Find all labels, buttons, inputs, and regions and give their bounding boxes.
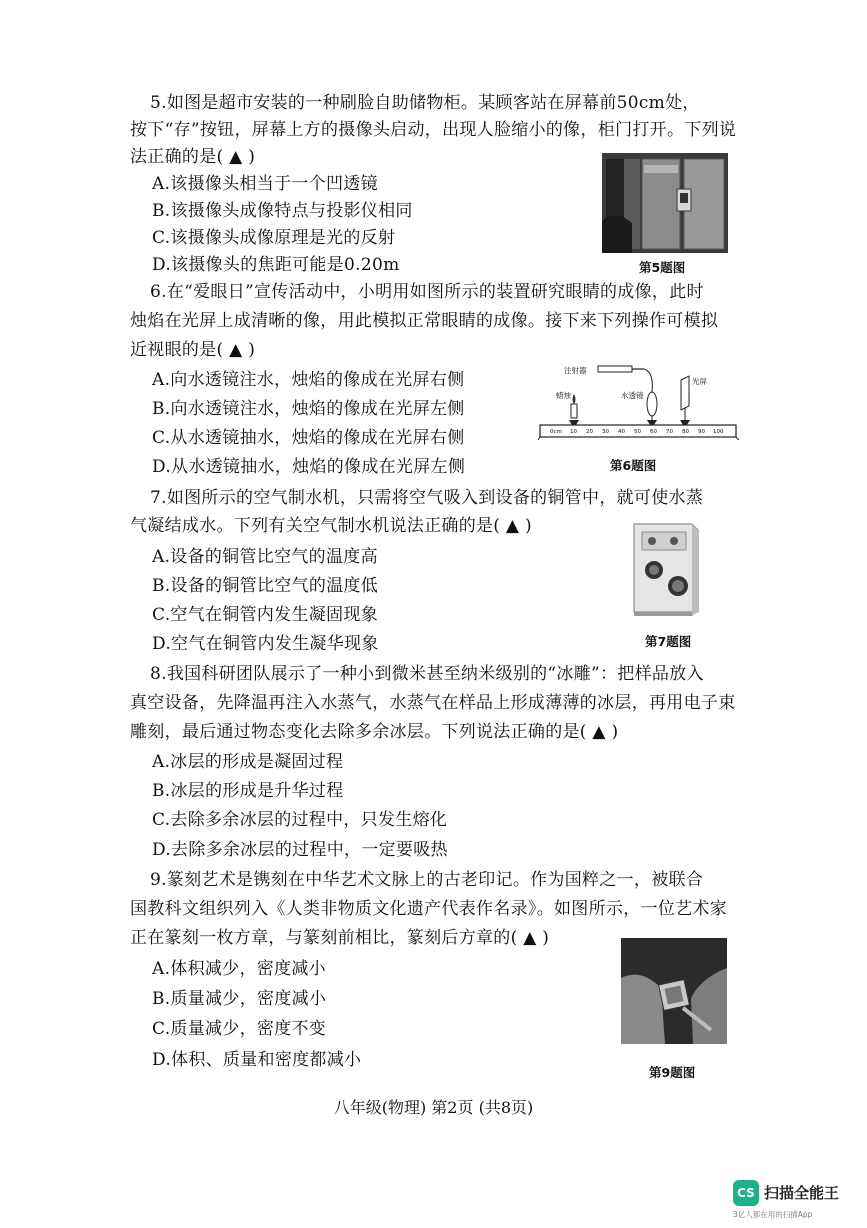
svg-text:30: 30	[602, 429, 609, 435]
q9-option-a: A.体积减少，密度减小	[152, 959, 326, 979]
q9-figure-caption: 第9题图	[649, 1065, 696, 1080]
water-lens-label: 水透镜	[621, 391, 644, 400]
q6-figure-caption: 第6题图	[610, 458, 657, 473]
q9-option-c: C.质量减少，密度不变	[152, 1019, 327, 1039]
air-water-machine-photo	[626, 520, 702, 620]
q8-option-c: C.去除多余冰层的过程中，只发生熔化	[152, 810, 448, 830]
svg-text:50: 50	[634, 429, 641, 435]
q7-stem-line-2: 气凝结成水。下列有关空气制水机说法正确的是( ▲ )	[130, 516, 532, 536]
scanner-watermark	[733, 1180, 861, 1220]
svg-text:40: 40	[618, 429, 625, 435]
q9-stem-line-2: 国教科文组织列入《人类非物质文化遗产代表作名录》。如图所示，一位艺术家	[130, 899, 727, 919]
q6-option-b: B.向水透镜注水，烛焰的像成在光屏左侧	[152, 399, 465, 419]
q9-stem-line-3: 正在篆刻一枚方章，与篆刻前相比，篆刻后方章的( ▲ )	[130, 928, 550, 948]
q6-option-c: C.从水透镜抽水，烛焰的像成在光屏右侧	[152, 428, 465, 448]
camscanner-logo-icon: CS	[733, 1180, 759, 1206]
q9-stem-line-1: 9.篆刻艺术是镌刻在中华艺术文脉上的古老印记。作为国粹之一，被联合	[150, 870, 704, 890]
q5-figure-caption: 第5题图	[639, 260, 686, 275]
svg-text:10: 10	[570, 429, 577, 435]
syringe-label: 注射器	[564, 366, 587, 375]
q8-option-d: D.去除多余冰层的过程中，一定要吸热	[152, 840, 448, 860]
watermark-tagline: 3亿人都在用的扫描App	[733, 1210, 813, 1219]
seal-carving-photo	[621, 938, 727, 1044]
q7-option-a: A.设备的铜管比空气的温度高	[152, 547, 378, 567]
svg-text:80: 80	[682, 429, 689, 435]
locker-photo	[602, 153, 728, 253]
svg-text:100: 100	[713, 429, 724, 435]
q8-stem-line-3: 雕刻，最后通过物态变化去除多余冰层。下列说法正确的是( ▲ )	[130, 722, 619, 742]
q6-stem-line-1: 6.在“爱眼日”宣传活动中，小明用如图所示的装置研究眼睛的成像，此时	[150, 282, 704, 302]
q9-option-d: D.体积、质量和密度都减小	[152, 1050, 362, 1070]
q5-option-d: D.该摄像头的焦距可能是0.20m	[152, 255, 400, 275]
svg-text:0cm: 0cm	[550, 429, 562, 435]
screen-label: 光屏	[692, 377, 707, 386]
q5-option-c: C.该摄像头成像原理是光的反射	[152, 228, 396, 248]
q7-option-c: C.空气在铜管内发生凝固现象	[152, 605, 379, 625]
page-footer: 八年级(物理) 第2页 (共8页)	[333, 1098, 534, 1117]
q8-option-a: A.冰层的形成是凝固过程	[152, 752, 344, 772]
q6-stem-line-2: 烛焰在光屏上成清晰的像，用此模拟正常眼睛的成像。接下来下列操作可模拟	[130, 311, 719, 331]
svg-text:90: 90	[698, 429, 705, 435]
q6-option-d: D.从水透镜抽水，烛焰的像成在光屏左侧	[152, 457, 466, 477]
q5-stem-line-3: 法正确的是( ▲ )	[130, 147, 256, 167]
svg-text:60: 60	[650, 429, 657, 435]
q8-stem-line-1: 8.我国科研团队展示了一种小到微米甚至纳米级别的“冰雕”：把样品放入	[150, 664, 704, 684]
q5-stem-line-1: 5.如图是超市安装的一种刷脸自助储物柜。某顾客站在屏幕前50cm处，	[150, 93, 700, 113]
svg-text:20: 20	[586, 429, 593, 435]
q5-stem-line-2: 按下“存”按钮，屏幕上方的摄像头启动，出现人脸缩小的像，柜门打开。下列说	[130, 120, 737, 140]
q5-option-b: B.该摄像头成像特点与投影仪相同	[152, 201, 413, 221]
q7-option-d: D.空气在铜管内发生凝华现象	[152, 634, 379, 654]
optical-bench-diagram	[536, 358, 742, 440]
watermark-name: 扫描全能王	[764, 1184, 840, 1202]
q8-option-b: B.冰层的形成是升华过程	[152, 781, 344, 801]
candle-label: 蜡烛	[556, 391, 571, 400]
svg-text:70: 70	[666, 429, 673, 435]
q7-figure-caption: 第7题图	[645, 634, 692, 649]
q7-stem-line-1: 7.如图所示的空气制水机，只需将空气吸入到设备的铜管中，就可使水蒸	[150, 488, 704, 508]
q9-option-b: B.质量减少，密度减小	[152, 989, 327, 1009]
q6-option-a: A.向水透镜注水，烛焰的像成在光屏右侧	[152, 370, 465, 390]
q7-option-b: B.设备的铜管比空气的温度低	[152, 576, 379, 596]
q5-option-a: A.该摄像头相当于一个凹透镜	[152, 174, 378, 194]
q8-stem-line-2: 真空设备，先降温再注入水蒸气，水蒸气在样品上形成薄薄的冰层，再用电子束	[130, 693, 736, 713]
q6-stem-line-3: 近视眼的是( ▲ )	[130, 340, 256, 360]
